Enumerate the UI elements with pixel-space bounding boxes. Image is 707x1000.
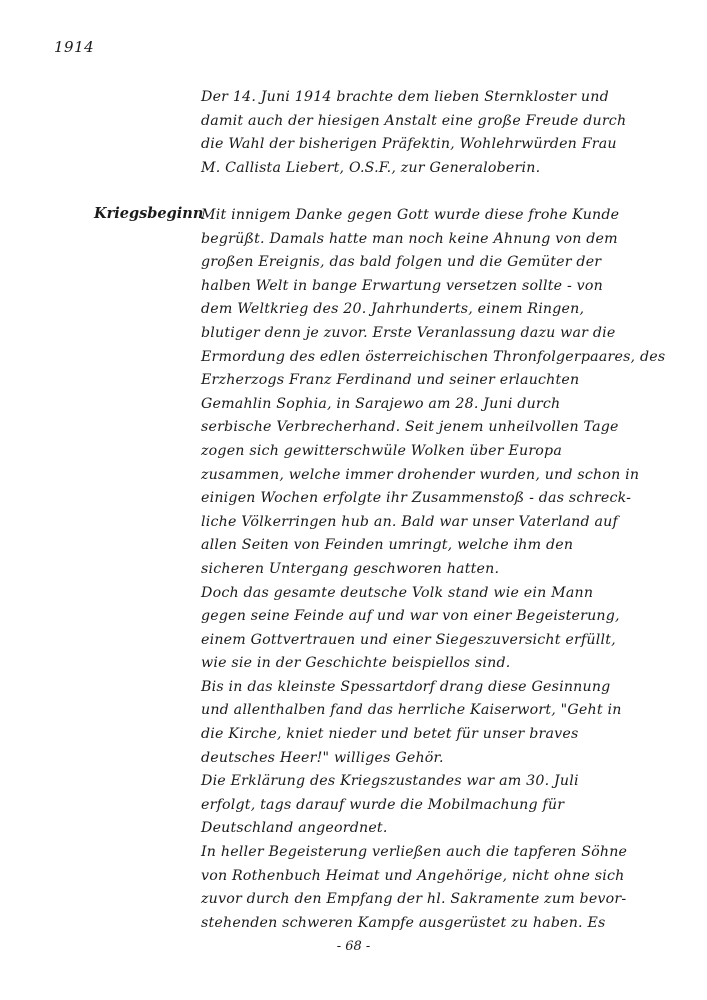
text-line: Bis in das kleinste Spessartdorf drang diese Gesinnung	[201, 678, 611, 695]
text-line: sicheren Untergang geschworen hatten.	[201, 560, 500, 577]
text-line: liche Völkerringen hub an. Bald war unser Vaterland auf	[201, 513, 618, 530]
text-line: Doch das gesamte deutsche Volk stand wie ein Mann	[201, 584, 594, 601]
margin-heading-kriegsbeginn: Kriegsbeginn	[94, 205, 204, 222]
text-line: blutiger denn je zuvor. Erste Veranlassung dazu war die	[201, 324, 616, 341]
text-line: serbische Verbrecherhand. Seit jenem unheilvollen Tage	[201, 419, 619, 436]
text-line: Gemahlin Sophia, in Sarajewo am 28. Juni durch	[201, 395, 561, 412]
text-line: damit auch der hiesigen Anstalt eine große Freude durch	[201, 112, 627, 129]
text-line: In heller Begeisterung verließen auch die tapferen Söhne	[201, 844, 628, 861]
text-line: deutsches Heer!" williges Gehör.	[201, 749, 444, 766]
text-line: Erzherzogs Franz Ferdinand und seiner erlauchten	[201, 372, 580, 389]
page-year-heading: 1914	[54, 38, 95, 56]
text-line: und allenthalben fand das herrliche Kaiserwort, "Geht in	[201, 702, 622, 719]
text-line: dem Weltkrieg des 20. Jahrhunderts, einem Ringen,	[201, 301, 585, 318]
text-line: zusammen, welche immer drohender wurden, und schon in	[201, 466, 640, 483]
text-line: Die Erklärung des Kriegszustandes war am 30. Juli	[201, 773, 579, 790]
text-line: erfolgt, tags darauf wurde die Mobilmachung für	[201, 796, 565, 813]
text-line: gegen seine Feinde auf und war von einer Begeisterung,	[201, 608, 620, 625]
text-line: Deutschland angeordnet.	[201, 820, 388, 837]
text-line: begrüßt. Damals hatte man noch keine Ahnung von dem	[201, 230, 618, 247]
text-line: Der 14. Juni 1914 brachte dem lieben Sternkloster und	[201, 89, 609, 105]
text-line: M. Callista Liebert, O.S.F., zur Generaloberin.	[201, 159, 541, 176]
text-line: zogen sich gewitterschwüle Wolken über Europa	[201, 442, 562, 459]
text-line: halben Welt in bange Erwartung versetzen sollte - von	[201, 277, 603, 294]
text-line: Mit innigem Danke gegen Gott wurde diese frohe Kunde	[201, 207, 620, 223]
text-line: einem Gottvertrauen und einer Siegeszuversicht erfüllt,	[201, 631, 616, 648]
text-line: Ermordung des edlen österreichischen Thronfolgerpaares, des	[201, 348, 666, 365]
page-number: - 68 -	[336, 939, 371, 954]
text-line: großen Ereignis, das bald folgen und die Gemüter der	[201, 254, 602, 271]
text-line: von Rothenbuch Heimat und Angehörige, nicht ohne sich	[201, 867, 625, 884]
text-line: allen Seiten von Feinden umringt, welche ihm den	[201, 537, 574, 554]
intro-paragraph	[201, 86, 631, 180]
text-line: stehenden schweren Kampfe ausgerüstet zu haben. Es	[201, 914, 606, 931]
main-text-block	[201, 204, 666, 935]
text-line: die Kirche, kniet nieder und betet für unser braves	[201, 726, 579, 743]
text-line: einigen Wochen erfolgte ihr Zusammenstoß - das schreck-	[201, 490, 632, 507]
text-line: wie sie in der Geschichte beispiellos sind.	[201, 655, 511, 672]
text-line: zuvor durch den Empfang der hl. Sakramente zum bevor-	[201, 891, 627, 908]
text-line: die Wahl der bisherigen Präfektin, Wohlehrwürden Frau	[201, 136, 617, 153]
